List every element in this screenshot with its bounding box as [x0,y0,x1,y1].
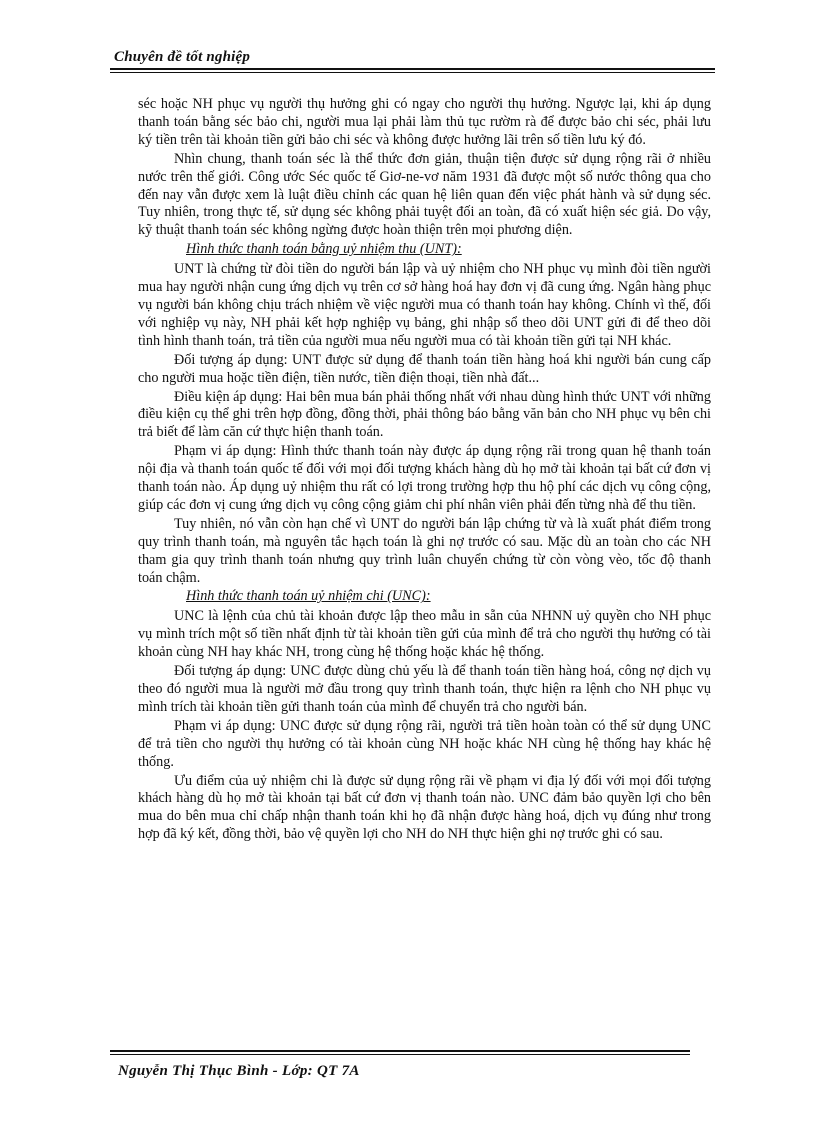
section-heading-unt: Hình thức thanh toán bằng uỷ nhiệm thu (UNT): [186,241,462,258]
document-body [138,96,711,845]
footer-author: Nguyễn Thị Thục Bình - Lớp: QT 7A [118,1063,360,1079]
footer-rule-thick [110,1050,690,1052]
paragraph: Phạm vi áp dụng: Hình thức thanh toán này được áp dụng rộng rãi trong quan hệ thanh toán nội địa và thanh toán quốc tế đối với mọi đối tượng khách hàng dù họ mở tài khoản tại bất cứ đơn vị thanh toán nào. Áp dụng uỷ nhiệm thu rất có lợi trong trường hợp thu hộ phí các dịch vụ công cộng, giúp các đơn vị cung ứng dịch vụ công cộng giảm chi phí nhân viên phải đến từng nhà để thu tiền. [138,443,711,513]
section-heading-unc: Hình thức thanh toán uỷ nhiệm chi (UNC): [186,588,431,605]
paragraph: Nhìn chung, thanh toán séc là thể thức đơn giản, thuận tiện được sử dụng rộng rãi ở nhiều nước trên thế giới. Công ước Séc quốc tế Giơ-ne-vơ năm 1931 đã được một số nước thông qua cho đến nay vẫn được xem là luật điều chỉnh các quan hệ liên quan đến việc phát hành và sử dụng séc. Tuy nhiên, trong thực tế, sử dụng séc không phải tuyệt đối an toàn, đã có xuất hiện séc giả. Do vậy, kỹ thuật thanh toán séc không ngừng được hoàn thiện trên mọi phương diện. [138,150,711,239]
header-rule-thick [110,68,715,70]
paragraph: Tuy nhiên, nó vẫn còn hạn chế vì UNT do người bán lập chứng từ và là xuất phát điểm trong quy trình thanh toán, mà nguyên tắc hạch toán là ghi nợ trước có sau. Mặc dù an toàn cho các NH tham gia quy trình thanh toán nhưng quy trình luân chuyển chứng từ còn vòng vèo, tốc độ thanh toán chậm. [138,515,711,586]
footer-rule-thin [110,1054,690,1055]
paragraph: séc hoặc NH phục vụ người thụ hưởng ghi có ngay cho người thụ hưởng. Ngược lại, khi áp dụng thanh toán bằng séc bảo chi, người mua lại phải làm thủ tục rườm rà để được bảo chi séc, phải lưu ký tiền trên tài khoản tiền gửi bảo chi séc và không được hưởng lãi trên số tiền lưu ký đó. [138,96,711,148]
page-footer [110,1050,690,1090]
header-rule-thin [110,72,715,73]
paragraph: Phạm vi áp dụng: UNC được sử dụng rộng rãi, người trả tiền hoàn toàn có thể sử dụng UNC để trả tiền cho người thụ hưởng có tài khoản cùng NH hoặc khác NH cùng hệ thống hay khác hệ thống. [138,717,711,770]
paragraph: UNT là chứng từ đòi tiền do người bán lập và uỷ nhiệm cho NH phục vụ mình đòi tiền người mua hay người nhận cung ứng dịch vụ trên cơ sở hàng hoá hay đơn vị đã cung ứng. Ngân hàng phục vụ người bán không chịu trách nhiệm về việc người mua có thanh toán hay không. Chính vì thế, đối với nghiệp vụ này, NH phải kết hợp nghiệp vụ bảng, ghi nhập sổ theo dõi UNT gửi đi để theo dõi tình hình thanh toán, trả tiền của người mua nếu người mua có tài khoản tiền gửi tại NH khác. [138,261,711,349]
paragraph: Điều kiện áp dụng: Hai bên mua bán phải thống nhất với nhau dùng hình thức UNT với những điều kiện cụ thể ghi trên hợp đồng, đồng thời, phải thông báo bằng văn bản cho NH phục vụ bên chi trả biết để làm căn cứ thực hiện thanh toán. [138,388,711,441]
paragraph: Đối tượng áp dụng: UNC được dùng chủ yếu là để thanh toán tiền hàng hoá, công nợ dịch vụ theo đó người mua là người mở đầu trong quy trình thanh toán, thực hiện ra lệnh cho NH phục vụ mình trích tài khoản tiền gửi thanh toán của mình để chuyển trả cho người bán. [138,663,711,715]
paragraph: UNC là lệnh của chủ tài khoản được lập theo mẫu in sẵn của NHNN uỷ quyền cho NH phục vụ mình trích một số tiền nhất định từ tài khoản tiền gửi của mình để trả cho người thụ hưởng có tài khoản cùng NH hay khác NH, trong cùng hệ thống hoặc khác hệ thống. [138,608,711,661]
paragraph: Đối tượng áp dụng: UNT được sử dụng để thanh toán tiền hàng hoá khi người bán cung cấp cho người mua hoặc tiền điện, tiền nước, tiền điện thoại, tiền nhà đất... [138,351,711,386]
page-header [110,47,715,71]
paragraph: Ưu điểm của uỷ nhiệm chi là được sử dụng rộng rãi về phạm vi địa lý đối với mọi đối tượng khách hàng dù họ mở tài khoản tại bất cứ đơn vị thanh toán nào. UNC đảm bảo quyền lợi cho bên mua do bên mua chỉ chấp nhận thanh toán khi họ đã nhận được hàng hoá, dịch vụ đúng như trong hợp đã ký kết, đồng thời, bảo vệ quyền lợi cho NH do NH thực hiện ghi nợ trước ghi có sau. [138,772,711,843]
header-title: Chuyên đề tốt nghiệp [114,49,251,65]
